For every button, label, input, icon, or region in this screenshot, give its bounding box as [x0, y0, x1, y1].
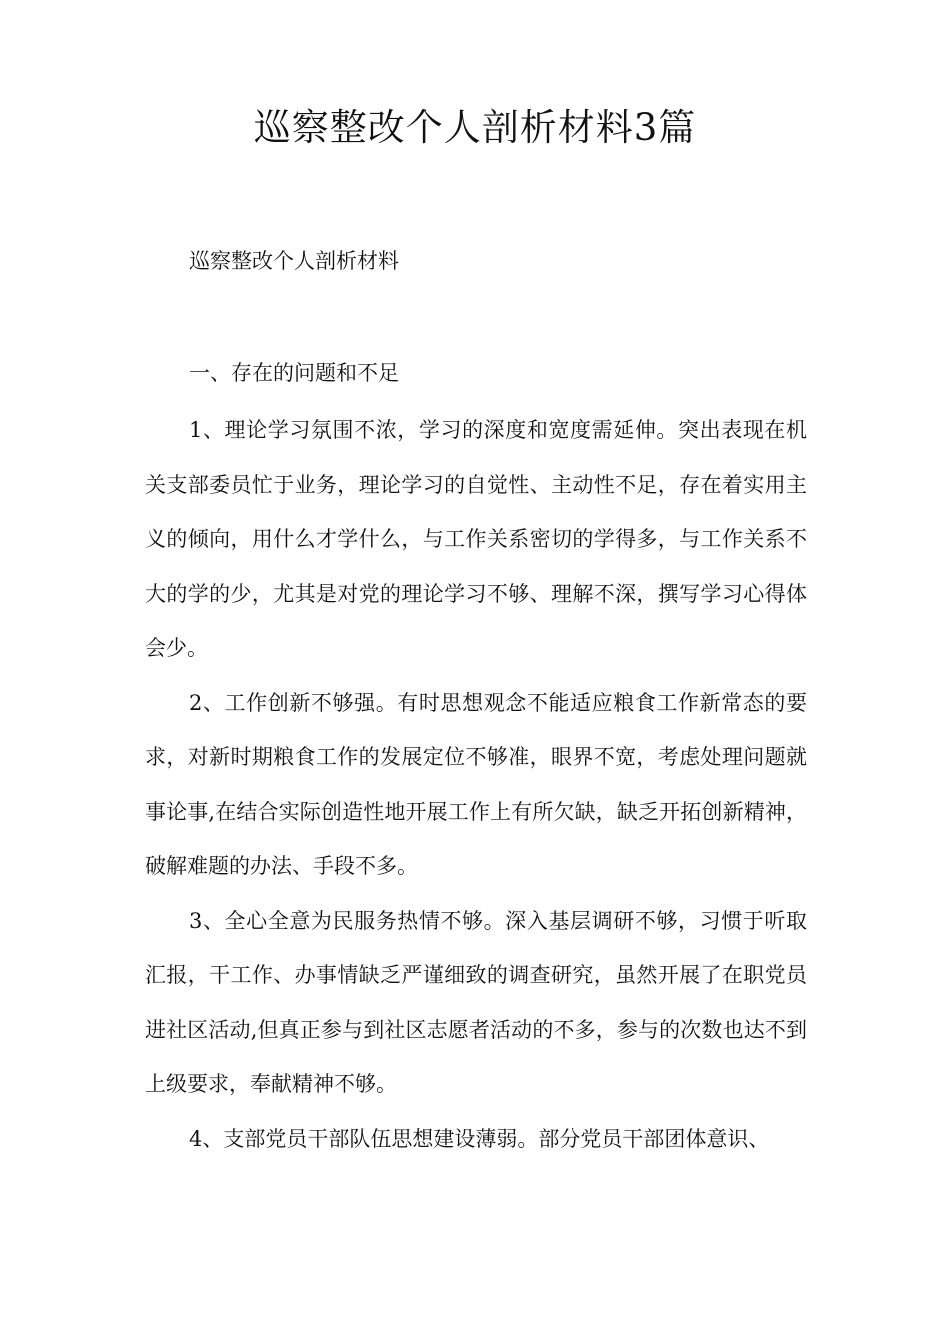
body-text — [145, 403, 807, 1166]
paragraph-1: 1、理论学习氛围不浓，学习的深度和宽度需延伸。突出表现在机关支部委员忙于业务，理论学习的自觉性、主动性不足，存在着实用主义的倾向，用什么才学什么，与工作关系密切的学得多，与工作关系不大的学的少，尤其是对党的理论学习不够、理解不深，撰写学习心得体会少。 — [145, 418, 807, 660]
document-title: 巡察整改个人剖析材料3篇 — [253, 106, 697, 149]
paragraph-2: 2、工作创新不够强。有时思想观念不能适应粮食工作新常态的要求，对新时期粮食工作的发展定位不够准，眼界不宽，考虑处理问题就事论事,在结合实际创造性地开展工作上有所欠缺，缺乏开拓创新精神，破解难题的办法、手段不多。 — [145, 690, 807, 878]
paragraph-3: 3、全心全意为民服务热情不够。深入基层调研不够，习惯于听取汇报，干工作、办事情缺乏严谨细致的调查研究，虽然开展了在职党员进社区活动,但真正参与到社区志愿者活动的不多，参与的次数也达不到上级要求，奉献精神不够。 — [145, 908, 807, 1096]
section-heading: 一、存在的问题和不足 — [189, 361, 399, 385]
document-subtitle: 巡察整改个人剖析材料 — [189, 249, 399, 273]
paragraph-4: 4、支部党员干部队伍思想建设薄弱。部分党员干部团体意识、 — [189, 1126, 770, 1151]
